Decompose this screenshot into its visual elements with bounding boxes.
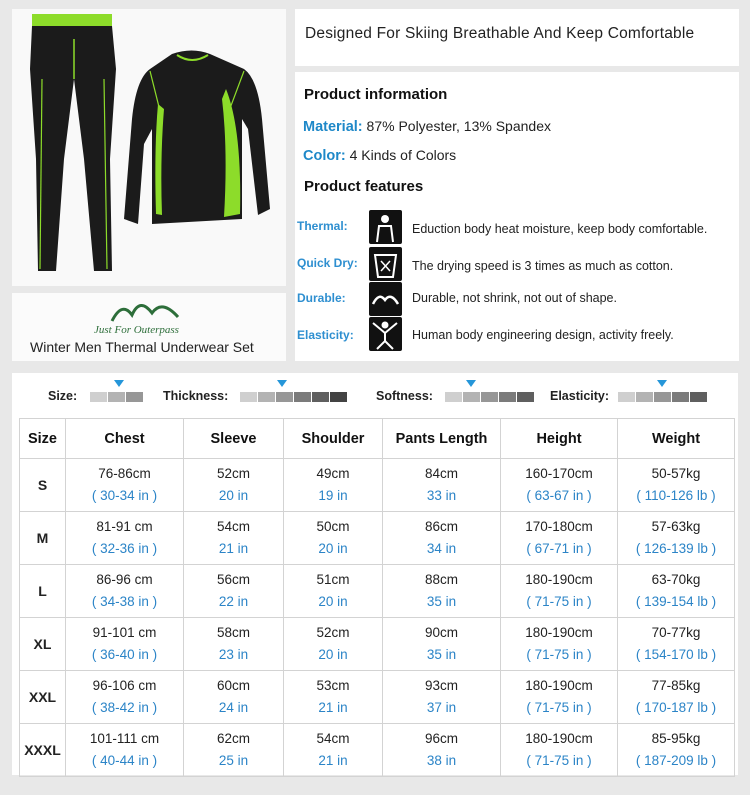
scale-label-elasticity: Elasticity: [550, 389, 610, 403]
cell-shoulder [284, 671, 383, 724]
feature-label-quick-dry: Quick Dry: [297, 256, 358, 270]
cell-weight [618, 459, 735, 512]
cell-sleeve-metric: 58cm [216, 625, 250, 640]
cell-sleeve [184, 618, 284, 671]
cell-shoulder-metric: 51cm [316, 572, 350, 587]
header-sleeve: Sleeve [184, 419, 284, 459]
cell-weight-metric: 57-63kg [651, 519, 701, 534]
cell-height-metric: 170-180cm [525, 519, 593, 534]
cell-weight-imperial: ( 139-154 lb ) [635, 594, 717, 609]
pants-illustration [30, 14, 116, 271]
cell-height [501, 724, 618, 777]
header-chest: Chest [66, 419, 184, 459]
feature-label-thermal: Thermal: [297, 219, 348, 233]
cell-height [501, 618, 618, 671]
cell-sleeve-metric: 56cm [216, 572, 250, 587]
cell-weight-metric: 50-57kg [651, 466, 701, 481]
scale-marker-size [114, 380, 124, 387]
cell-weight [618, 724, 735, 777]
cell-sleeve-metric: 62cm [216, 731, 250, 746]
scale-label-size: Size: [48, 389, 78, 403]
cell-shoulder-imperial: 21 in [318, 753, 348, 768]
cell-weight [618, 565, 735, 618]
cell-chest [66, 618, 184, 671]
cell-weight [618, 618, 735, 671]
shirt-illustration [124, 51, 270, 225]
headline-panel [295, 9, 739, 66]
scale-bar-softness [445, 392, 535, 402]
cell-size: M [20, 512, 66, 565]
header-pants-length: Pants Length [383, 419, 501, 459]
cell-shoulder [284, 618, 383, 671]
cell-height [501, 565, 618, 618]
cell-chest-metric: 81-91 cm [96, 519, 153, 534]
svg-text:Just For Outerpass: Just For Outerpass [94, 324, 179, 336]
table-row [20, 512, 735, 565]
brand-panel [12, 293, 286, 361]
cell-sleeve-imperial: 21 in [218, 541, 249, 556]
material-value: 87% Polyester, 13% Spandex [366, 118, 551, 134]
cell-shoulder-metric: 49cm [316, 466, 350, 481]
cell-height [501, 512, 618, 565]
scale-label-softness: Softness: [376, 389, 433, 403]
cell-height-imperial: ( 63-67 in ) [526, 488, 592, 503]
cell-chest-metric: 86-96 cm [96, 572, 153, 587]
cell-sleeve-metric: 60cm [216, 678, 250, 693]
scale-marker-elasticity [657, 380, 667, 387]
cell-chest-metric: 76-86cm [98, 466, 151, 481]
cell-sleeve [184, 724, 284, 777]
cell-height [501, 671, 618, 724]
cell-shoulder-metric: 53cm [316, 678, 350, 693]
cell-height-imperial: ( 71-75 in ) [526, 753, 592, 768]
cell-sleeve [184, 565, 284, 618]
cell-weight-metric: 77-85kg [651, 678, 701, 693]
cell-size: S [20, 459, 66, 512]
cell-pants-length [383, 512, 501, 565]
cell-weight [618, 512, 735, 565]
cell-chest-imperial: ( 38-42 in ) [91, 700, 158, 715]
feature-label-elasticity: Elasticity: [297, 328, 354, 342]
cell-chest-metric: 101-111 cm [89, 731, 160, 746]
cell-shoulder-imperial: 19 in [318, 488, 348, 503]
cell-sleeve-metric: 52cm [216, 466, 250, 481]
cell-weight-imperial: ( 126-139 lb ) [635, 541, 717, 556]
header-weight: Weight [618, 419, 735, 459]
color-row [303, 147, 456, 164]
scale-bar-size [90, 392, 144, 402]
cell-height-metric: 180-190cm [525, 572, 593, 587]
cell-chest-metric: 91-101 cm [92, 625, 157, 640]
cell-height-imperial: ( 71-75 in ) [526, 647, 592, 662]
cell-pants-length-imperial: 33 in [426, 488, 457, 503]
product-info-title: Product information [304, 86, 448, 103]
cell-shoulder-metric: 52cm [316, 625, 350, 640]
cell-sleeve-imperial: 25 in [218, 753, 249, 768]
cell-height-metric: 160-170cm [525, 466, 593, 481]
cell-height-metric: 180-190cm [525, 625, 593, 640]
cell-weight-imperial: ( 154-170 lb ) [635, 647, 717, 662]
elasticity-icon [369, 317, 402, 351]
cell-height-imperial: ( 67-71 in ) [526, 541, 592, 556]
cell-sleeve-imperial: 23 in [218, 647, 249, 662]
table-row [20, 724, 735, 777]
cell-sleeve-metric: 54cm [216, 519, 250, 534]
cell-pants-length [383, 565, 501, 618]
cell-chest-imperial: ( 34-38 in ) [91, 594, 158, 609]
cell-weight-metric: 70-77kg [651, 625, 701, 640]
size-table [19, 418, 735, 777]
cell-weight-imperial: ( 110-126 lb ) [636, 488, 716, 503]
cell-size: XXXL [20, 724, 66, 777]
color-key: Color: [303, 148, 346, 164]
brand-caption: Winter Men Thermal Underwear Set [30, 339, 254, 355]
cell-weight-metric: 85-95kg [651, 731, 701, 746]
thermal-icon [369, 210, 402, 244]
feature-text-durable: Durable, not shrink, not out of shape. [412, 291, 617, 305]
cell-chest-metric: 96-106 cm [92, 678, 157, 693]
cell-weight-imperial: ( 170-187 lb ) [635, 700, 717, 715]
cell-weight-imperial: ( 187-209 lb ) [635, 753, 717, 768]
cell-shoulder-metric: 54cm [316, 731, 350, 746]
cell-pants-length [383, 724, 501, 777]
thermal-set-illustration [12, 9, 286, 286]
feature-label-durable: Durable: [297, 291, 346, 305]
cell-chest [66, 671, 184, 724]
cell-sleeve [184, 512, 284, 565]
cell-shoulder-imperial: 21 in [318, 700, 348, 715]
cell-height-imperial: ( 71-75 in ) [526, 594, 592, 609]
scale-bar-elasticity [618, 392, 708, 402]
cell-sleeve [184, 671, 284, 724]
table-row [20, 459, 735, 512]
cell-shoulder-imperial: 20 in [318, 647, 348, 662]
cell-size: L [20, 565, 66, 618]
cell-sleeve-imperial: 24 in [218, 700, 249, 715]
cell-shoulder [284, 565, 383, 618]
feature-text-elasticity: Human body engineering design, activity freely. [412, 328, 674, 342]
cell-pants-length-metric: 90cm [424, 625, 458, 640]
color-value: 4 Kinds of Colors [349, 147, 457, 163]
cell-shoulder [284, 459, 383, 512]
cell-pants-length-imperial: 38 in [426, 753, 457, 768]
scale-bar-thickness [240, 392, 348, 402]
brand-logo [12, 293, 286, 338]
cell-chest-imperial: ( 40-44 in ) [91, 753, 158, 768]
cell-size: XL [20, 618, 66, 671]
cell-chest [66, 459, 184, 512]
table-row [20, 565, 735, 618]
cell-chest-imperial: ( 30-34 in ) [91, 488, 158, 503]
cell-pants-length-metric: 88cm [424, 572, 458, 587]
cell-size: XXL [20, 671, 66, 724]
cell-chest-imperial: ( 32-36 in ) [91, 541, 158, 556]
table-header-row [20, 419, 735, 459]
cell-pants-length-metric: 84cm [424, 466, 458, 481]
cell-chest [66, 724, 184, 777]
product-info-panel [295, 72, 739, 361]
table-row [20, 618, 735, 671]
cell-height-metric: 180-190cm [525, 678, 593, 693]
product-image [12, 9, 286, 286]
scale-label-thickness: Thickness: [163, 389, 229, 403]
cell-weight-metric: 63-70kg [651, 572, 701, 587]
cell-sleeve-imperial: 20 in [218, 488, 249, 503]
cell-pants-length-imperial: 37 in [426, 700, 457, 715]
scale-marker-softness [466, 380, 476, 387]
cell-pants-length-metric: 96cm [424, 731, 458, 746]
cell-chest [66, 512, 184, 565]
product-features-title: Product features [304, 178, 424, 195]
cell-pants-length-imperial: 35 in [426, 647, 457, 662]
headline: Designed For Skiing Breathable And Keep Comfortable [305, 25, 695, 42]
cell-height [501, 459, 618, 512]
cell-chest-imperial: ( 36-40 in ) [91, 647, 158, 662]
cell-shoulder [284, 512, 383, 565]
scale-marker-thickness [277, 380, 287, 387]
cell-pants-length-imperial: 34 in [426, 541, 457, 556]
cell-chest [66, 565, 184, 618]
cell-pants-length-imperial: 35 in [426, 594, 457, 609]
material-row [303, 118, 551, 135]
table-row [20, 671, 735, 724]
cell-weight [618, 671, 735, 724]
cell-pants-length [383, 671, 501, 724]
material-key: Material: [303, 119, 363, 135]
cell-pants-length-metric: 93cm [424, 678, 458, 693]
cell-sleeve-imperial: 22 in [218, 594, 249, 609]
cell-shoulder-imperial: 20 in [318, 541, 348, 556]
cell-pants-length-metric: 86cm [424, 519, 458, 534]
cell-sleeve [184, 459, 284, 512]
durable-icon [369, 282, 402, 316]
cell-pants-length [383, 459, 501, 512]
header-height: Height [501, 419, 618, 459]
cell-shoulder-imperial: 20 in [318, 594, 348, 609]
cell-shoulder-metric: 50cm [316, 519, 350, 534]
feature-text-thermal: Eduction body heat moisture, keep body comfortable. [412, 222, 708, 236]
size-chart-panel [12, 373, 738, 775]
cell-height-metric: 180-190cm [525, 731, 593, 746]
cell-shoulder [284, 724, 383, 777]
cell-height-imperial: ( 71-75 in ) [526, 700, 592, 715]
feature-text-quick-dry: The drying speed is 3 times as much as cotton. [412, 259, 674, 273]
header-shoulder: Shoulder [284, 419, 383, 459]
header-size: Size [20, 419, 66, 459]
cell-pants-length [383, 618, 501, 671]
quick-dry-icon [369, 247, 402, 281]
